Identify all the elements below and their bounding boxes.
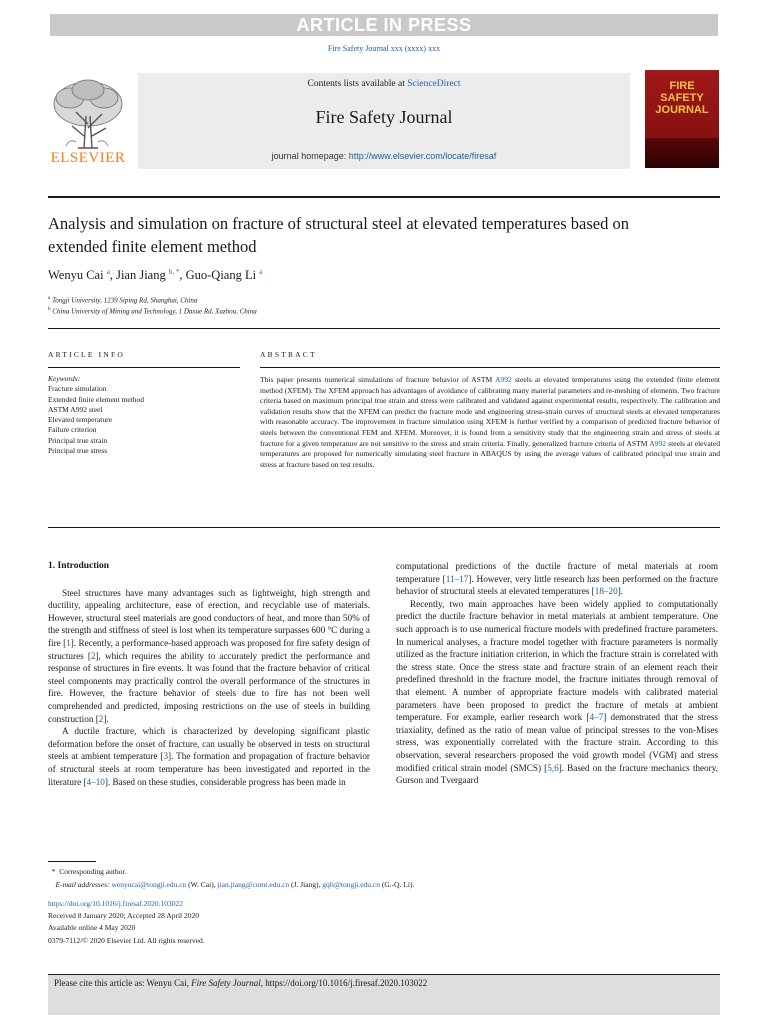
email-link[interactable]: jian.jiang@cumt.edu.cn [217, 880, 290, 889]
sciencedirect-link[interactable]: ScienceDirect [407, 79, 461, 89]
email-link[interactable]: wenyucai@tongji.edu.cn [111, 880, 187, 889]
article-info-label: ARTICLE INFO [48, 350, 125, 359]
info-top-rule [48, 328, 720, 329]
header-rule [48, 196, 720, 198]
author-affiliation-mark[interactable]: a [259, 268, 263, 276]
cite-box [48, 974, 720, 1015]
homepage-line [138, 151, 630, 161]
abstract-bottom-rule [48, 527, 720, 528]
body-paragraph [48, 725, 370, 788]
keyword: Failure criterion [48, 425, 97, 435]
info-divider [48, 367, 240, 368]
contents-line [138, 79, 630, 89]
abstract-segment: steels at elevated temperatures using the extended finite element method (XFEM). The XFEM approach has advantages of avoidance of calibrating many material parameters and re-meshing of elements. Two fracture criteria based on maximum principal true strain and stress were calibrated and validated against experimental results, respectively. The calibration and validation results show that the XFEM can predict the fracture mode and engineering stress-strain curves of structural steels at elevated temperatures with reasonable accuracy. The improvement in fracture simulation using XFEM is further verified by a comparison of predicted fracture behavior of steels between the conventional FEM and XFEM. Moreover, it is found from a sensitivity study that the engineering strain and stress of steels at fracture for a given temperature are not sensitive to the stress and strain criteria. Finally, generalized fracture criteria of ASTM [260, 375, 720, 448]
text-segment: Steel structures have many advantages such as lightweight, high strength and ductility, appealing architecture, ease of erection, and recyclable use of materials. However, structural steel materials are good conductors of heat, and more than 50% of the strength and stiffness of steel is lost when its temperature surpasses 600 °C during a fire [ [48, 587, 370, 648]
body-column-left [48, 560, 370, 788]
section-heading: 1. Introduction [48, 561, 110, 571]
cover-band [645, 138, 719, 168]
contents-prefix: Contents lists available at [307, 79, 405, 89]
reference-link[interactable]: 11–17 [445, 573, 469, 584]
text-segment: ]. The formation and propagation of fracture behavior of structural steels at room temperature has been investigated and reported in the literature [ [48, 751, 370, 787]
affiliation [48, 296, 197, 304]
affiliation-mark: a [48, 296, 51, 301]
copyright: 0379-7112/© 2020 Elsevier Ltd. All rights reserved. [48, 935, 205, 945]
footnote-rule [48, 861, 96, 862]
reference-link[interactable]: 2 [90, 650, 96, 661]
abstract-text [260, 375, 720, 470]
footnotes [48, 865, 720, 891]
doi-link[interactable]: https://doi.org/10.1016/j.firesaf.2020.103022 [48, 899, 184, 908]
text-segment: ]. Recently, a performance-based approach was proposed for fire safety design of structures [ [48, 637, 370, 661]
footnote-text: Corresponding author. [59, 867, 127, 876]
cite-journal: Fire Safety Journal [191, 978, 261, 988]
text-segment: ], which requires the ability to accurately predict the performance and response of structures in fire events. It was found that the fracture behavior of critical steel components may practically control the overall performance of the structures in fire. However, the fracture behavior of steels due to fire has not been well comprehended and predicted, imposing restrictions on the use of steels in building construction [ [48, 650, 370, 724]
reference-link[interactable]: 4–7 [589, 712, 604, 723]
body-paragraph [396, 560, 718, 598]
abstract-segment: steels at elevated temperatures are proposed for numerically simulating steel fracture in ABAQUS by using the average values of calibrated principal true strain and stress at fracture based on test results. [260, 438, 720, 469]
reference-link[interactable]: 3 [163, 751, 169, 762]
email-link[interactable]: gqli@tongji.edu.cn [322, 880, 381, 889]
reference-link[interactable]: 2 [98, 713, 104, 724]
affiliation-text: Tongji University, 1239 Siping Rd, Shanghai, China [51, 296, 198, 305]
text-segment: ] demonstrated that the stress triaxiality, defined as the ratio of mean value of principal stresses to the von-Mises stress, was exponentially correlated with the fracture strain. According to this observation, several researchers proposed the void growth model (VGM) and stress modified critical strain model (SMCS) [ [396, 712, 718, 773]
corresponding-author-note [48, 865, 720, 878]
journal-cover-image[interactable] [645, 70, 719, 168]
text-segment: Recently, two main approaches have been widely applied to computationally predict the ductile fracture behavior in metal materials at ambient temperature. One such approach is to use numerical fracture models with predefined fracture parameters. In numerical analyses, a fracture model together with fracture parameters is normally utilized as the fracture initiation criterion, in which the fracture strain is correlated with the stress state. Once the stress state and fracture strain of an element reach their predefined threshold in the fracture model, the fracture initiates through removal of that element. A number of appropriate fracture models with calibrated material parameters have been proposed to predict the fracture of metals at ambient temperature. For example, earlier research work [ [396, 598, 718, 723]
reference-link[interactable]: 5,6 [547, 762, 559, 773]
article-title: Analysis and simulation on fracture of structural steel at elevated temperatures based on extended finite element method [48, 214, 629, 256]
keyword: ASTM A992 steel [48, 404, 103, 414]
reference-link[interactable]: 18–20 [594, 586, 618, 597]
body-paragraph [396, 598, 718, 787]
cite-text [54, 978, 427, 988]
a992-link[interactable]: A992 [649, 438, 667, 448]
keyword: Fracture simulation [48, 384, 107, 394]
text-segment: A ductile fracture, which is characterized by developing significant plastic deformation before the onset of fracture, can usually be observed in tests on structural steels at ambient temperature [ [48, 726, 370, 762]
email-label: E-mail addresses: [55, 880, 110, 889]
email-owner: (G.-Q. Li). [380, 880, 415, 889]
body-paragraph [48, 587, 370, 726]
author-affiliation-mark[interactable]: b, * [168, 268, 180, 276]
author-list: Wenyu Cai $^a$, Jian Jiang $^{b, *}$, Guo-Qiang Li $^a$ [48, 268, 263, 283]
homepage-prefix: journal homepage: [271, 151, 347, 161]
reference-link[interactable]: 4–10 [86, 776, 105, 787]
affiliation [48, 307, 257, 315]
abstract-segment: This paper presents numerical simulations of fracture behavior of ASTM [260, 375, 495, 384]
keyword: Principal true strain [48, 435, 108, 445]
reference-link[interactable]: 1 [66, 637, 71, 648]
cite-prefix: Please cite this article as: Wenyu Cai, [54, 978, 192, 988]
text-segment: ]. Based on these studies, considerable progress has been made in [104, 776, 346, 787]
abstract-label: ABSTRACT [260, 350, 317, 359]
abstract-divider [260, 367, 720, 368]
author-affiliation-mark[interactable]: a [106, 268, 110, 276]
journal-name[interactable]: Fire Safety Journal [315, 107, 453, 127]
a992-link[interactable]: A992 [494, 375, 512, 384]
body-column-right [396, 560, 718, 787]
article-in-press-banner: ARTICLE IN PRESS [50, 14, 718, 36]
publication-info [48, 898, 720, 947]
email-owner: (J. Jiang), [289, 880, 323, 889]
affiliation-text: China University of Mining and Technology, 1 Daxue Rd, Xuzhou, China [52, 307, 257, 316]
author-name[interactable]: Guo-Qiang Li [185, 268, 257, 283]
affiliation-mark: b [48, 307, 51, 312]
publisher-name[interactable]: ELSEVIER [50, 150, 126, 166]
text-segment: ]. [103, 713, 109, 724]
text-segment: computational predictions of the ductile fracture of metal materials at room temperature [ [396, 561, 718, 584]
keyword: Principal true stress [48, 446, 108, 456]
email-note [48, 878, 720, 891]
keyword: Extended finite element method [48, 394, 145, 404]
email-owner: (W. Cai), [186, 880, 218, 889]
author-name[interactable]: Jian Jiang [116, 268, 166, 283]
text-segment: ]. Based on the fracture mechanics theory, Gurson and Tvergaard [396, 762, 718, 786]
journal-header [138, 73, 630, 169]
text-segment: ]. However, very little research has been performed on the fracture behavior of structural steels at elevated temperatures [ [396, 573, 719, 597]
cite-suffix[interactable]: , https://doi.org/10.1016/j.firesaf.2020.103022 [260, 978, 428, 988]
text-segment: ]. [617, 586, 624, 597]
cover-title: FIRE SAFETY JOURNAL [655, 80, 709, 116]
keyword: Elevated temperature [48, 415, 112, 425]
received-dates: Received 8 January 2020; Accepted 28 April 2020 [48, 911, 200, 921]
footnote-mark: * [51, 867, 56, 876]
online-date: Available online 4 May 2020 [48, 923, 136, 933]
keywords-block [48, 374, 240, 456]
homepage-link[interactable]: http://www.elsevier.com/locate/firesaf [348, 151, 497, 161]
journal-citation-link[interactable]: Fire Safety Journal xxx (xxxx) xxx [327, 44, 441, 53]
author-name[interactable]: Wenyu Cai [48, 268, 104, 283]
keywords-heading: Keywords: [48, 374, 81, 383]
